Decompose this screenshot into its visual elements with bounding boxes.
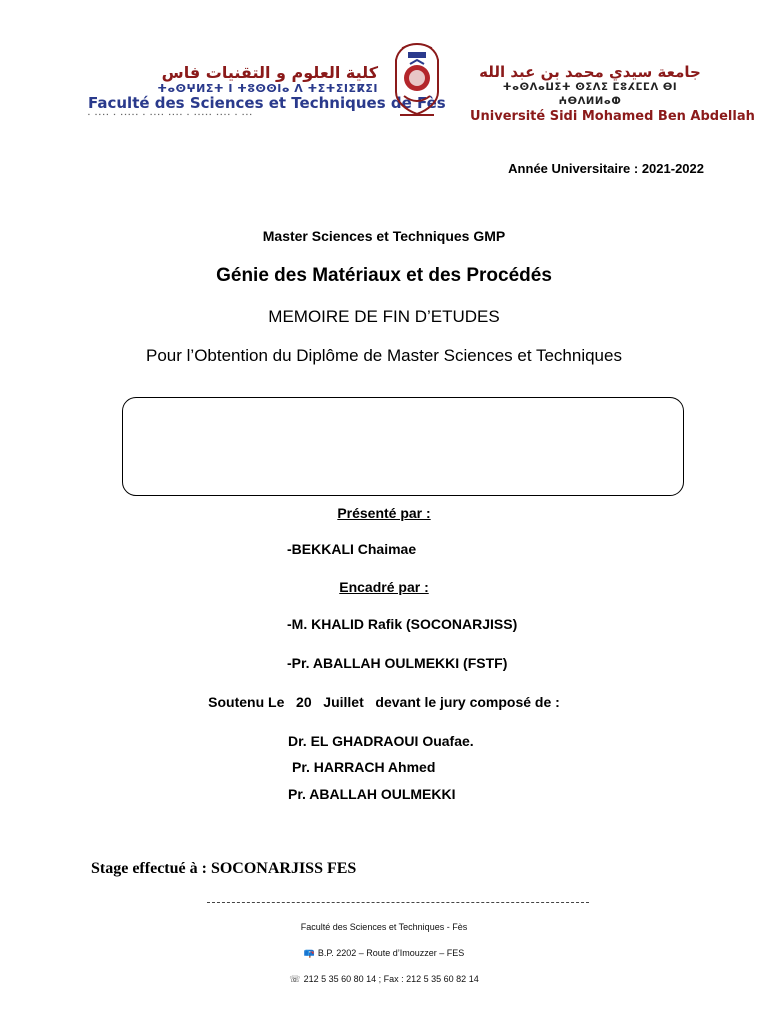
phone-icon: ☏ [289, 974, 301, 984]
thesis-title-box [122, 397, 684, 496]
faculty-dots: ▪ ▪▪▪▪ ▪ ▪▪▪▪▪ ▪ ▪▪▪▪ ▪▪▪▪ ▪ ▪▪▪▪▪ ▪▪▪▪ ▪ ▪▪▪ [88, 112, 254, 118]
student-name: -BEKKALI Chaimae [287, 541, 417, 557]
jury-member: Pr. HARRACH Ahmed [292, 759, 436, 775]
supervisor-company: -M. KHALID Rafik (SOCONARJISS) [287, 616, 518, 632]
jury-member: Pr. ABALLAH OULMEKKI [288, 786, 456, 802]
footer-phone-text: 212 5 35 60 80 14 ; Fax : 212 5 35 60 82 14 [303, 974, 479, 984]
university-emblem-logo [388, 40, 446, 120]
university-name-tifinagh: ⵜⴰⵙⴷⴰⵡⵉⵜ ⵙⵉⴷⵉ ⵎⵓⵃⵎⵎⴷ ⴱⵏ ⵄⴱⴷⵍⵍⴰⵀ [502, 82, 678, 107]
mailbox-icon: 📪 [303, 948, 315, 958]
footer-address-text: B.P. 2202 – Route d’Imouzzer – FES [317, 948, 465, 958]
footer-faculty: Faculté des Sciences et Techniques - Fès [300, 922, 468, 932]
footer-divider [207, 902, 589, 903]
program-title: Génie des Matériaux et des Procédés [216, 265, 552, 286]
degree-purpose: Pour l’Obtention du Diplôme de Master Sciences et Techniques [146, 346, 622, 365]
document-type: MEMOIRE DE FIN D’ETUDES [268, 307, 500, 326]
supervisor-academic: -Pr. ABALLAH OULMEKKI (FSTF) [287, 655, 508, 671]
faculty-name-arabic: كلية العلوم و التقنيات فاس [161, 63, 378, 82]
footer-address [0, 948, 768, 959]
master-program: Master Sciences et Techniques GMP [262, 228, 506, 244]
university-name-arabic: جامعة سيدي محمد بن عبد الله [479, 63, 701, 81]
internship-location: Stage effectué à : SOCONARJISS FES [91, 860, 357, 877]
supervised-by-label: Encadré par : [339, 579, 429, 595]
faculty-name-tifinagh: ⵜⴰⵙⵖⵍⵉⵜ ⵏ ⵜⵓⵙⵙⵏⴰ ⴷ ⵜⵉⵜⵉⵏⵉⴽⵉⵏ [157, 82, 378, 95]
academic-year: Année Universitaire : 2021-2022 [508, 161, 704, 176]
university-header [470, 63, 755, 125]
jury-member: Dr. EL GHADRAOUI Ouafae. [288, 733, 474, 749]
university-name-french: Université Sidi Mohamed Ben Abdellah [470, 109, 755, 124]
presented-by-label: Présenté par : [337, 505, 431, 521]
defense-statement: Soutenu Le 20 Juillet devant le jury composé de : [208, 694, 560, 710]
faculty-header [88, 63, 446, 119]
faculty-name-french: Faculté des Sciences et Techniques de Fès [88, 94, 446, 112]
footer-phone [0, 974, 768, 985]
